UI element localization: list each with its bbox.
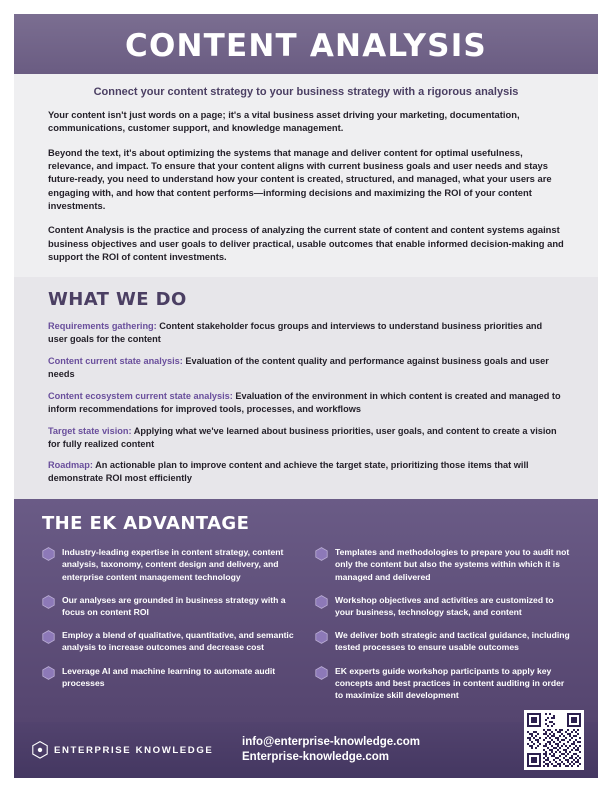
- intro-section: [14, 74, 598, 277]
- hexagon-bullet-icon: [42, 595, 55, 609]
- what-we-do-item-text: Evaluation of the environment in which content is created and managed to inform recommendations for improved tools, processes, and workflows: [48, 390, 561, 414]
- hexagon-bullet-icon: [315, 666, 328, 680]
- hexagon-bullet-icon: [315, 547, 328, 561]
- intro-paragraph-1: Your content isn't just words on a page; it's a vital business asset driving your marketing, documentation, communications, customer support, and knowledge management.: [48, 109, 520, 134]
- intro-paragraph-3: Content Analysis is the practice and process of analyzing the current state of content and content systems against business objectives and user goals to deliver practical, usable outcomes that enable informed decision-making and support the ROI of content investments.: [48, 224, 564, 263]
- list-item-text: Templates and methodologies to prepare you to audit not only the content but also the systems within which it is managed and delivered: [335, 547, 570, 582]
- contact-block: [242, 735, 420, 766]
- what-we-do-item-label: Content ecosystem current state analysis:: [48, 390, 233, 401]
- list-item: [315, 665, 570, 702]
- list-item: [315, 594, 570, 618]
- list-item: [315, 546, 570, 583]
- company-name: ENTERPRISE KNOWLEDGE: [54, 744, 214, 756]
- flyer-sheet: [14, 14, 598, 778]
- hexagon-bullet-icon: [42, 630, 55, 644]
- list-item: [315, 629, 570, 653]
- list-item-text: Workshop objectives and activities are customized to your business, technology stack, and content: [335, 594, 554, 617]
- what-we-do-item: [48, 355, 564, 381]
- what-we-do-item-text: An actionable plan to improve content and achieve the target state, prioritizing those items that will demonstrate ROI most efficiently: [48, 460, 529, 484]
- what-we-do-item-text: Content stakeholder focus groups and interviews to understand business priorities and user goals for the content: [48, 321, 543, 345]
- tagline: Connect your content strategy to your business strategy with a rigorous analysis: [93, 86, 519, 98]
- list-item-text: Industry-leading expertise in content strategy, content analysis, taxonomy, content design and delivery, and enterprise content management technology: [62, 547, 284, 582]
- what-we-do-item: [48, 459, 564, 485]
- what-we-do-item-label: Roadmap:: [48, 460, 93, 471]
- header-banner: [14, 14, 598, 74]
- what-we-do-item-text: Evaluation of the content quality and performance against business goals and user needs: [48, 356, 549, 380]
- ek-advantage-columns: [42, 546, 570, 712]
- ek-logo-icon: [32, 741, 48, 759]
- list-item-text: Our analyses are grounded in business strategy with a focus on content ROI: [62, 594, 286, 617]
- contact-email[interactable]: info@enterprise-knowledge.com: [242, 735, 420, 748]
- what-we-do-title: WHAT WE DO: [48, 289, 187, 311]
- list-item-text: EK experts guide workshop participants to apply key concepts and best practices in content auditing in order to maximize skill development: [335, 665, 565, 701]
- hexagon-bullet-icon: [315, 595, 328, 609]
- hexagon-bullet-icon: [42, 547, 55, 561]
- what-we-do-item: [48, 320, 564, 346]
- ek-advantage-title: THE EK ADVANTAGE: [42, 513, 250, 535]
- footer-bar: [14, 722, 598, 778]
- company-logo: [32, 741, 242, 759]
- list-item: [42, 629, 297, 653]
- list-item: [42, 665, 297, 689]
- what-we-do-item-label: Content current state analysis:: [48, 356, 183, 367]
- hexagon-bullet-icon: [315, 630, 328, 644]
- list-item-text: Employ a blend of qualitative, quantitative, and semantic analysis to increase outcomes and decrease cost: [62, 630, 294, 653]
- what-we-do-item-label: Requirements gathering:: [48, 321, 157, 332]
- list-item: [42, 594, 297, 618]
- what-we-do-item-text: Applying what we've learned about business priorities, user goals, and content to create a vision for fully realized content: [48, 425, 557, 449]
- ek-advantage-left-column: [42, 546, 297, 712]
- what-we-do-item: [48, 425, 564, 451]
- what-we-do-item-label: Target state vision:: [48, 425, 132, 436]
- intro-paragraph-2: Beyond the text, it's about optimizing the systems that manage and deliver content for optimal usefulness, relevance, and impact. To ensure that your content aligns with current business goals and user needs and stays future-ready, you need to understand how your content is created, structured, and managed, what your users are engaging with, and how that content performs—informing decisions and maximizing the ROI of your content investments.: [48, 146, 552, 212]
- ek-advantage-right-column: [315, 546, 570, 712]
- list-item-text: Leverage AI and machine learning to automate audit processes: [62, 665, 276, 688]
- what-we-do-section: [14, 277, 598, 499]
- contact-website[interactable]: Enterprise-knowledge.com: [242, 751, 389, 764]
- page-title: CONTENT ANALYSIS: [125, 28, 487, 64]
- ek-advantage-section: [14, 499, 598, 722]
- qr-code[interactable]: [524, 710, 584, 770]
- what-we-do-item: [48, 390, 564, 416]
- list-item: [42, 546, 297, 583]
- hexagon-bullet-icon: [42, 666, 55, 680]
- list-item-text: We deliver both strategic and tactical guidance, including tested processes to ensure usable outcomes: [335, 630, 570, 653]
